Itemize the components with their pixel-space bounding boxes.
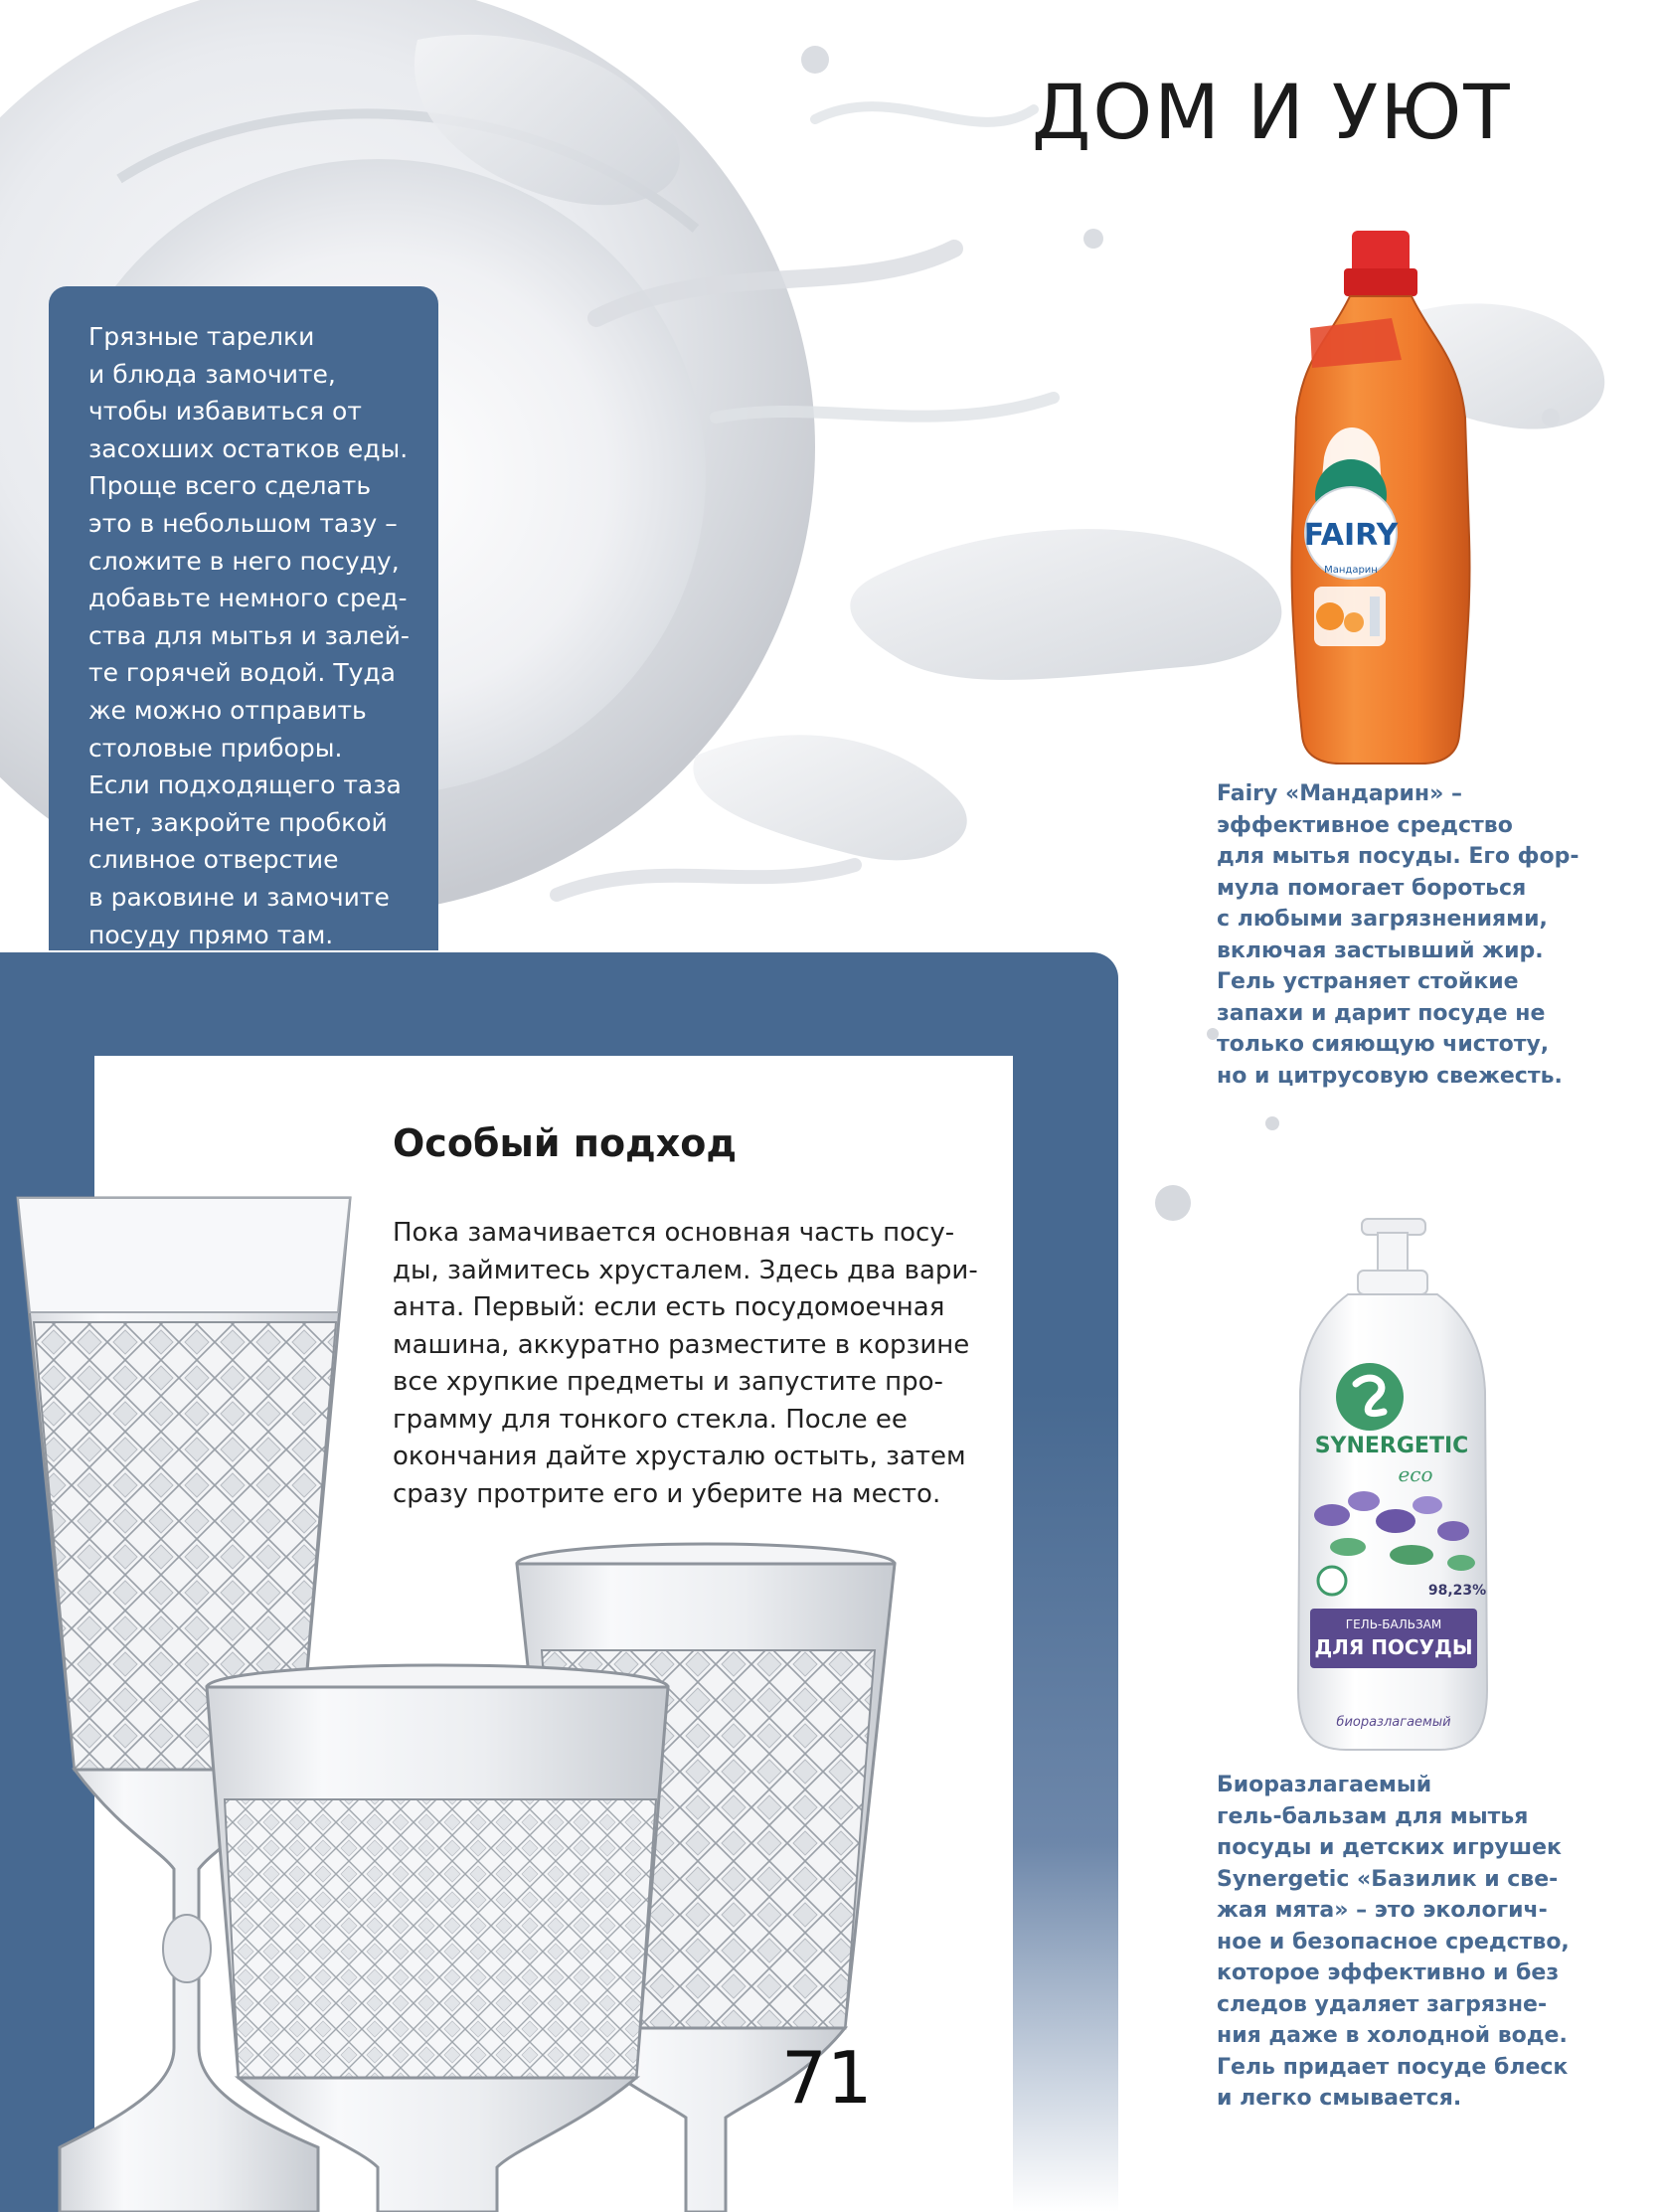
synergetic-caption: Биоразлагаемый гель-бальзам для мытья посуды и детских игрушек Synergetic «Базилик и све- жая мята» – это экологич- ное и безопасное средство, которое эффективно и без следов удаляет загрязне- ния даже в холодной воде. Гель придает посуде блеск и легко смывается. xyxy=(1217,1773,1570,2111)
page-title: ДОМ И УЮТ xyxy=(1032,68,1512,156)
fairy-variant: Мандарин xyxy=(1324,565,1378,576)
synergetic-logo: SYNERGETIC xyxy=(1314,1434,1469,1458)
section-body: Пока замачивается основная часть посу- ды, займитесь хрусталем. Здесь два вари- анта. Первый: если есть посудомоечная машина, аккуратно разместите в корзине все хрупкие предметы и запустите про- грамму для тонкого стекла. После ее окончания дайте хрусталю остыть, затем сразу протрите его и уберите на место. xyxy=(393,1218,978,1509)
fairy-caption: Fairy «Мандарин» – эффективное средство для мытья посуды. Его фор- мула помогает бороться с любыми загрязнениями, включая застывший жир. Гель устраняет стойкие запахи и дарит посуде не только сияющую чистоту, но и цитрусовую свежесть. xyxy=(1217,781,1580,1089)
tip-text: Грязные тарелки и блюда замочите, чтобы избавиться от засохших остатков еды. Проще всего сделать это в небольшом тазу – сложите в него посуду, добавьте немного сред- ства для мытья и залей- те горячей водой. Туда же можно отправить столовые приборы. Если подходящего таза нет, закройте пробкой сливное отверстие в раковине и замочите посуду прямо там. xyxy=(88,322,410,949)
section-heading: Особый подход xyxy=(393,1121,738,1165)
synergetic-eco: eco xyxy=(1398,1462,1433,1486)
tip-box xyxy=(49,286,438,950)
fairy-logo: FAIRY xyxy=(1303,518,1399,553)
synergetic-percent: 98,23% xyxy=(1427,1583,1487,1599)
synergetic-bottom-label: биоразлагаемый xyxy=(1336,1715,1451,1730)
synergetic-label-big: ДЛЯ ПОСУДЫ xyxy=(1314,1635,1473,1659)
synergetic-label-small: ГЕЛЬ-БАЛЬЗАМ xyxy=(1345,1617,1442,1631)
page-number: 71 xyxy=(781,2036,873,2120)
